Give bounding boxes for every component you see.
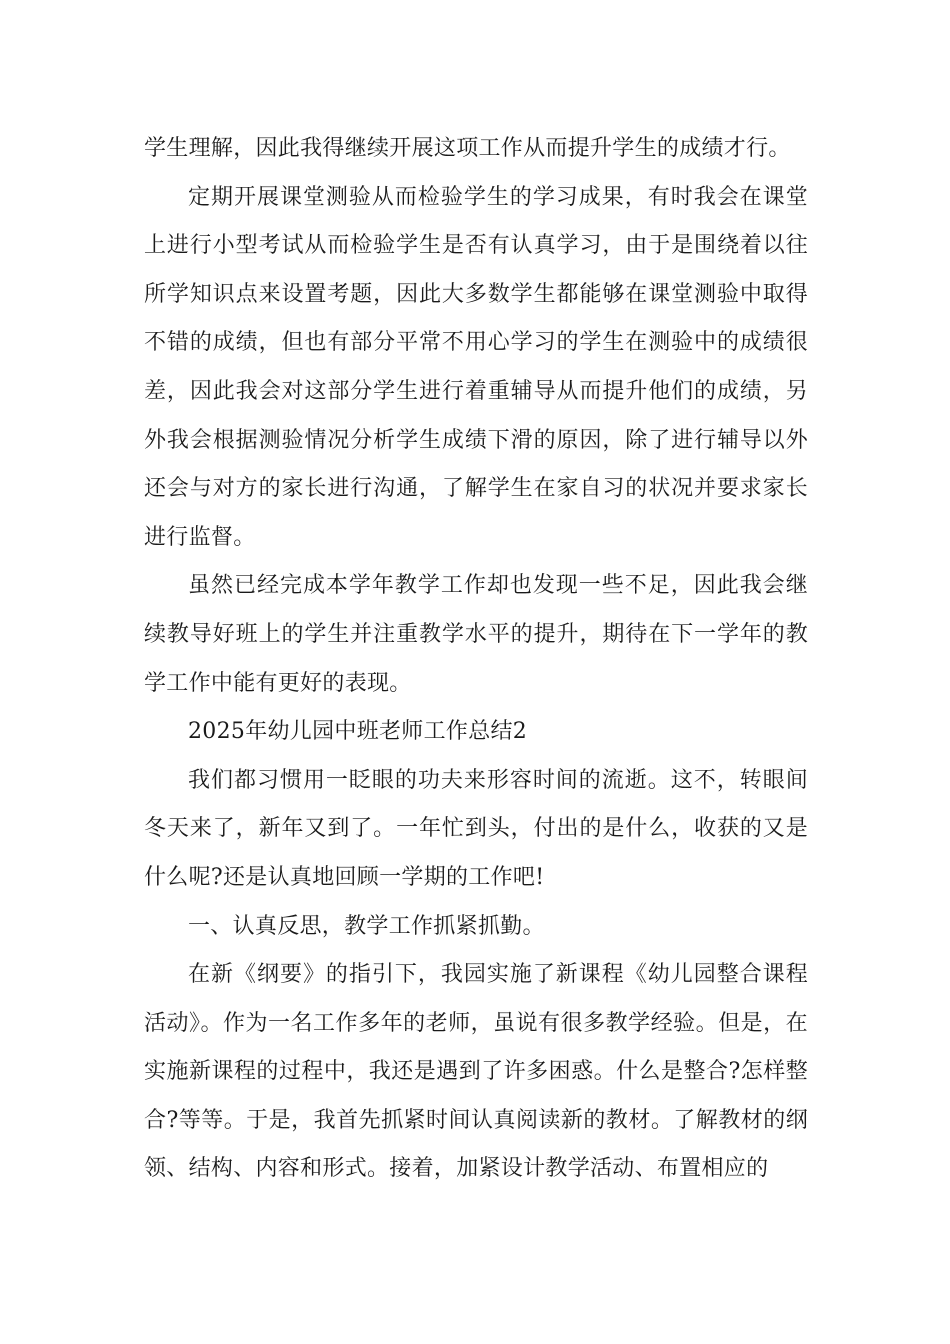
paragraph-continuation: 学生理解，因此我得继续开展这项工作从而提升学生的成绩才行。 <box>144 136 791 161</box>
paragraph-conclusion: 虽然已经完成本学年教学工作却也发现一些不足，因此我会继续教导好班上的学生并注重教学水平的提升，期待在下一学年的教学工作中能有更好的表现。 <box>144 573 808 696</box>
document-body <box>144 125 808 1194</box>
paragraph-new-curriculum: 在新《纲要》的指引下，我园实施了新课程《幼儿园整合课程活动》。作为一名工作多年的老师，虽说有很多教学经验。但是，在实施新课程的过程中，我还是遇到了许多困惑。什么是整合?怎样整合?等等。于是，我首先抓紧时间认真阅读新的教材。了解教材的纲领、结构、内容和形式。接着，加紧设计教学活动、布置相应的 <box>144 962 808 1182</box>
subsection-heading: 一、认真反思，教学工作抓紧抓勤。 <box>188 913 545 939</box>
paragraph-intro: 我们都习惯用一眨眼的功夫来形容时间的流逝。这不，转眼间冬天来了，新年又到了。一年忙到头，付出的是什么，收获的又是什么呢?还是认真地回顾一学期的工作吧! <box>144 767 808 890</box>
paragraph-classroom-tests: 定期开展课堂测验从而检验学生的学习成果，有时我会在课堂上进行小型考试从而检验学生是否有认真学习，由于是围绕着以往所学知识点来设置考题，因此大多数学生都能够在课堂测验中取得不错的成绩，但也有部分平常不用心学习的学生在测验中的成绩很差，因此我会对这部分学生进行着重辅导从而提升他们的成绩，另外我会根据测验情况分析学生成绩下滑的原因，除了进行辅导以外还会与对方的家长进行沟通，了解学生在家自习的状况并要求家长进行监督。 <box>144 184 808 550</box>
section-title: 2025年幼儿园中班老师工作总结2 <box>188 719 528 745</box>
